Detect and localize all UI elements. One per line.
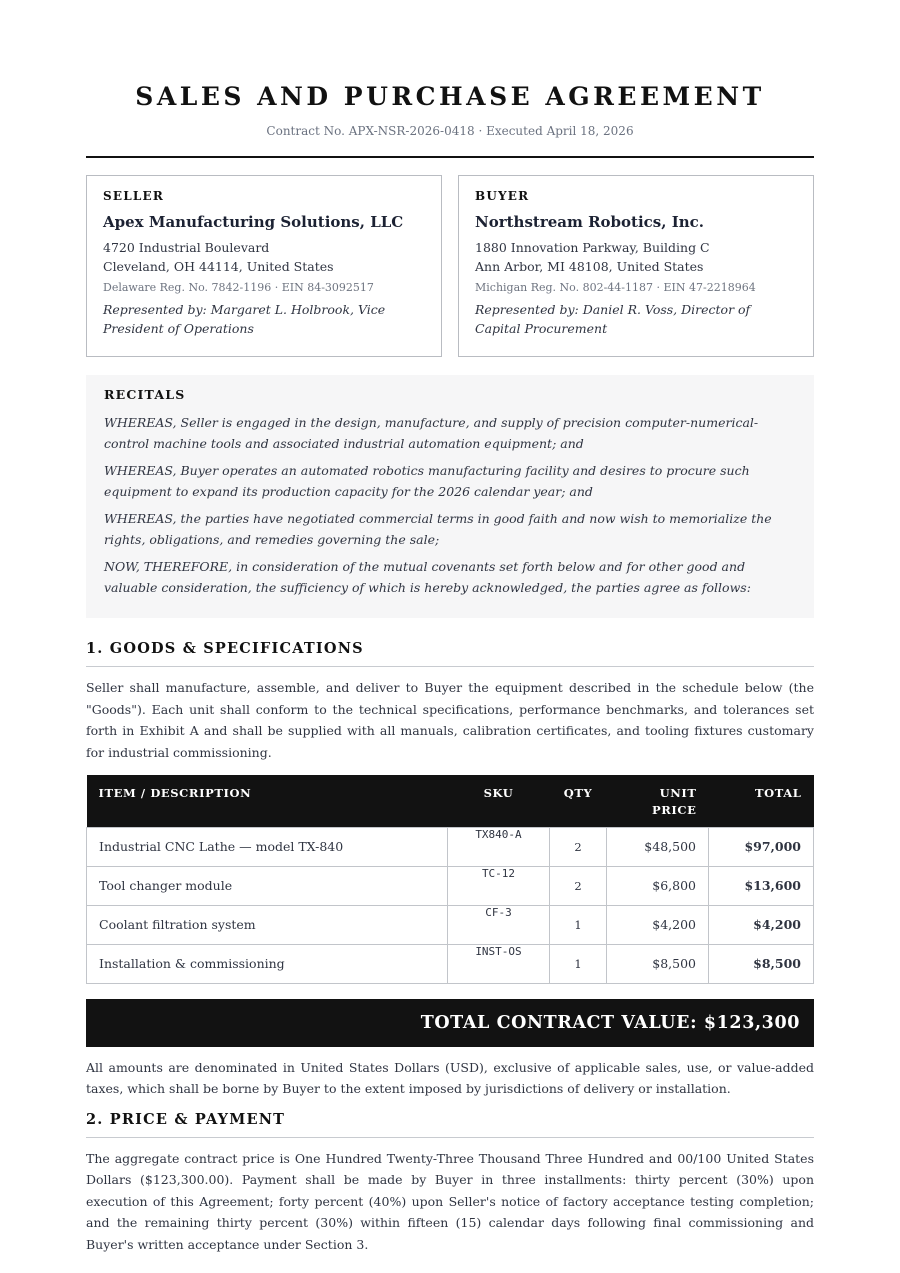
buyer-registration: Michigan Reg. No. 802-44-1187 · EIN 47-2218964 xyxy=(475,281,756,294)
table-row xyxy=(87,905,814,944)
row-description: Industrial CNC Lathe — model TX-840 xyxy=(87,827,448,866)
column-header-qty: QTY xyxy=(550,775,607,827)
parties-section xyxy=(86,175,814,357)
row-sku: INST-OS xyxy=(448,944,550,983)
buyer-address-line1: 1880 Innovation Parkway, Building C xyxy=(475,240,710,255)
row-qty: 1 xyxy=(550,944,607,983)
column-header-total: TOTAL xyxy=(709,775,814,827)
row-unit-price: $4,200 xyxy=(607,905,709,944)
column-header-description: ITEM / DESCRIPTION xyxy=(87,775,448,827)
unit-price-header-line2: PRICE xyxy=(651,803,697,817)
total-contract-value: TOTAL CONTRACT VALUE: $123,300 xyxy=(420,1012,800,1033)
row-unit-price: $6,800 xyxy=(607,866,709,905)
row-total: $8,500 xyxy=(709,944,814,983)
row-description: Tool changer module xyxy=(87,866,448,905)
goods-table-header-row xyxy=(87,775,814,827)
row-qty: 2 xyxy=(550,827,607,866)
unit-price-header-line1: UNIT xyxy=(659,786,697,800)
section-1-heading: 1. GOODS & SPECIFICATIONS xyxy=(86,640,814,667)
column-header-sku: SKU xyxy=(448,775,550,827)
recitals-box xyxy=(86,375,814,618)
document-title: SALES AND PURCHASE AGREEMENT xyxy=(135,82,765,111)
seller-name: Apex Manufacturing Solutions, LLC xyxy=(103,213,404,231)
row-total: $97,000 xyxy=(709,827,814,866)
title-divider xyxy=(86,156,814,158)
table-row xyxy=(87,827,814,866)
seller-role-label: SELLER xyxy=(103,189,165,203)
recital-item: WHEREAS, Seller is engaged in the design, manufacture, and supply of precision computer-numerical-control machine tools and associated industrial automation equipment; and xyxy=(104,415,759,451)
row-qty: 1 xyxy=(550,905,607,944)
row-unit-price: $8,500 xyxy=(607,944,709,983)
row-description: Installation & commissioning xyxy=(87,944,448,983)
row-total: $4,200 xyxy=(709,905,814,944)
goods-table xyxy=(86,775,814,984)
seller-address-line2: Cleveland, OH 44114, United States xyxy=(103,259,334,274)
column-header-unit-price xyxy=(607,775,709,827)
section-1-paragraph: Seller shall manufacture, assemble, and deliver to Buyer the equipment described in the schedule below (the "Goods"). Each unit shall conform to the technical specifications, performance benchmarks, and tolerances set forth in Exhibit A and shall be supplied with all manuals, calibration certificates, and tooling fixtures customary for industrial commissioning. xyxy=(86,680,814,760)
seller-registration: Delaware Reg. No. 7842-1196 · EIN 84-3092517 xyxy=(103,281,374,294)
buyer-address-line2: Ann Arbor, MI 48108, United States xyxy=(475,259,704,274)
currency-note: All amounts are denominated in United States Dollars (USD), exclusive of applicable sales, use, or value-added taxes, which shall be borne by Buyer to the extent imposed by jurisdictions of delivery or installation. xyxy=(86,1059,814,1096)
table-row xyxy=(87,944,814,983)
buyer-card xyxy=(458,175,814,357)
row-description: Coolant filtration system xyxy=(87,905,448,944)
buyer-name: Northstream Robotics, Inc. xyxy=(475,213,704,231)
buyer-representative: Represented by: Daniel R. Voss, Director of Capital Procurement xyxy=(475,302,751,336)
row-sku: TX840-A xyxy=(448,827,550,866)
total-contract-value-bar xyxy=(86,999,814,1047)
table-row xyxy=(87,866,814,905)
row-sku: TC-12 xyxy=(448,866,550,905)
row-sku: CF-3 xyxy=(448,905,550,944)
section-2-heading: 2. PRICE & PAYMENT xyxy=(86,1111,814,1138)
recital-item: WHEREAS, the parties have negotiated commercial terms in good faith and now wish to memorialize the rights, obligations, and remedies governing the sale; xyxy=(104,511,772,547)
seller-representative: Represented by: Margaret L. Holbrook, Vice President of Operations xyxy=(103,302,386,336)
recitals-heading: RECITALS xyxy=(104,387,186,402)
section-2-paragraph: The aggregate contract price is One Hundred Twenty-Three Thousand Three Hundred and 00/100 United States Dollars ($123,300.00). Payment shall be made by Buyer in three installments: thirty percent (30%) upon execution of this Agreement; forty percent (40%) upon Seller's notice of factory acceptance testing completion; and the remaining thirty percent (30%) within fifteen (15) calendar days following final commissioning and Buyer's written acceptance under Section 3. xyxy=(86,1150,814,1252)
seller-address-line1: 4720 Industrial Boulevard xyxy=(103,240,270,255)
recital-item: NOW, THEREFORE, in consideration of the mutual covenants set forth below and for other good and valuable consideration, the sufficiency of which is hereby acknowledged, the parties agree as follows: xyxy=(104,559,751,595)
seller-address xyxy=(103,238,425,276)
seller-card xyxy=(86,175,442,357)
row-qty: 2 xyxy=(550,866,607,905)
buyer-role-label: BUYER xyxy=(475,189,530,203)
buyer-address xyxy=(475,238,797,276)
row-total: $13,600 xyxy=(709,866,814,905)
row-unit-price: $48,500 xyxy=(607,827,709,866)
contract-subtitle: Contract No. APX-NSR-2026-0418 · Executed April 18, 2026 xyxy=(266,124,634,138)
recital-item: WHEREAS, Buyer operates an automated robotics manufacturing facility and desires to procure such equipment to expand its production capacity for the 2026 calendar year; and xyxy=(104,463,750,499)
